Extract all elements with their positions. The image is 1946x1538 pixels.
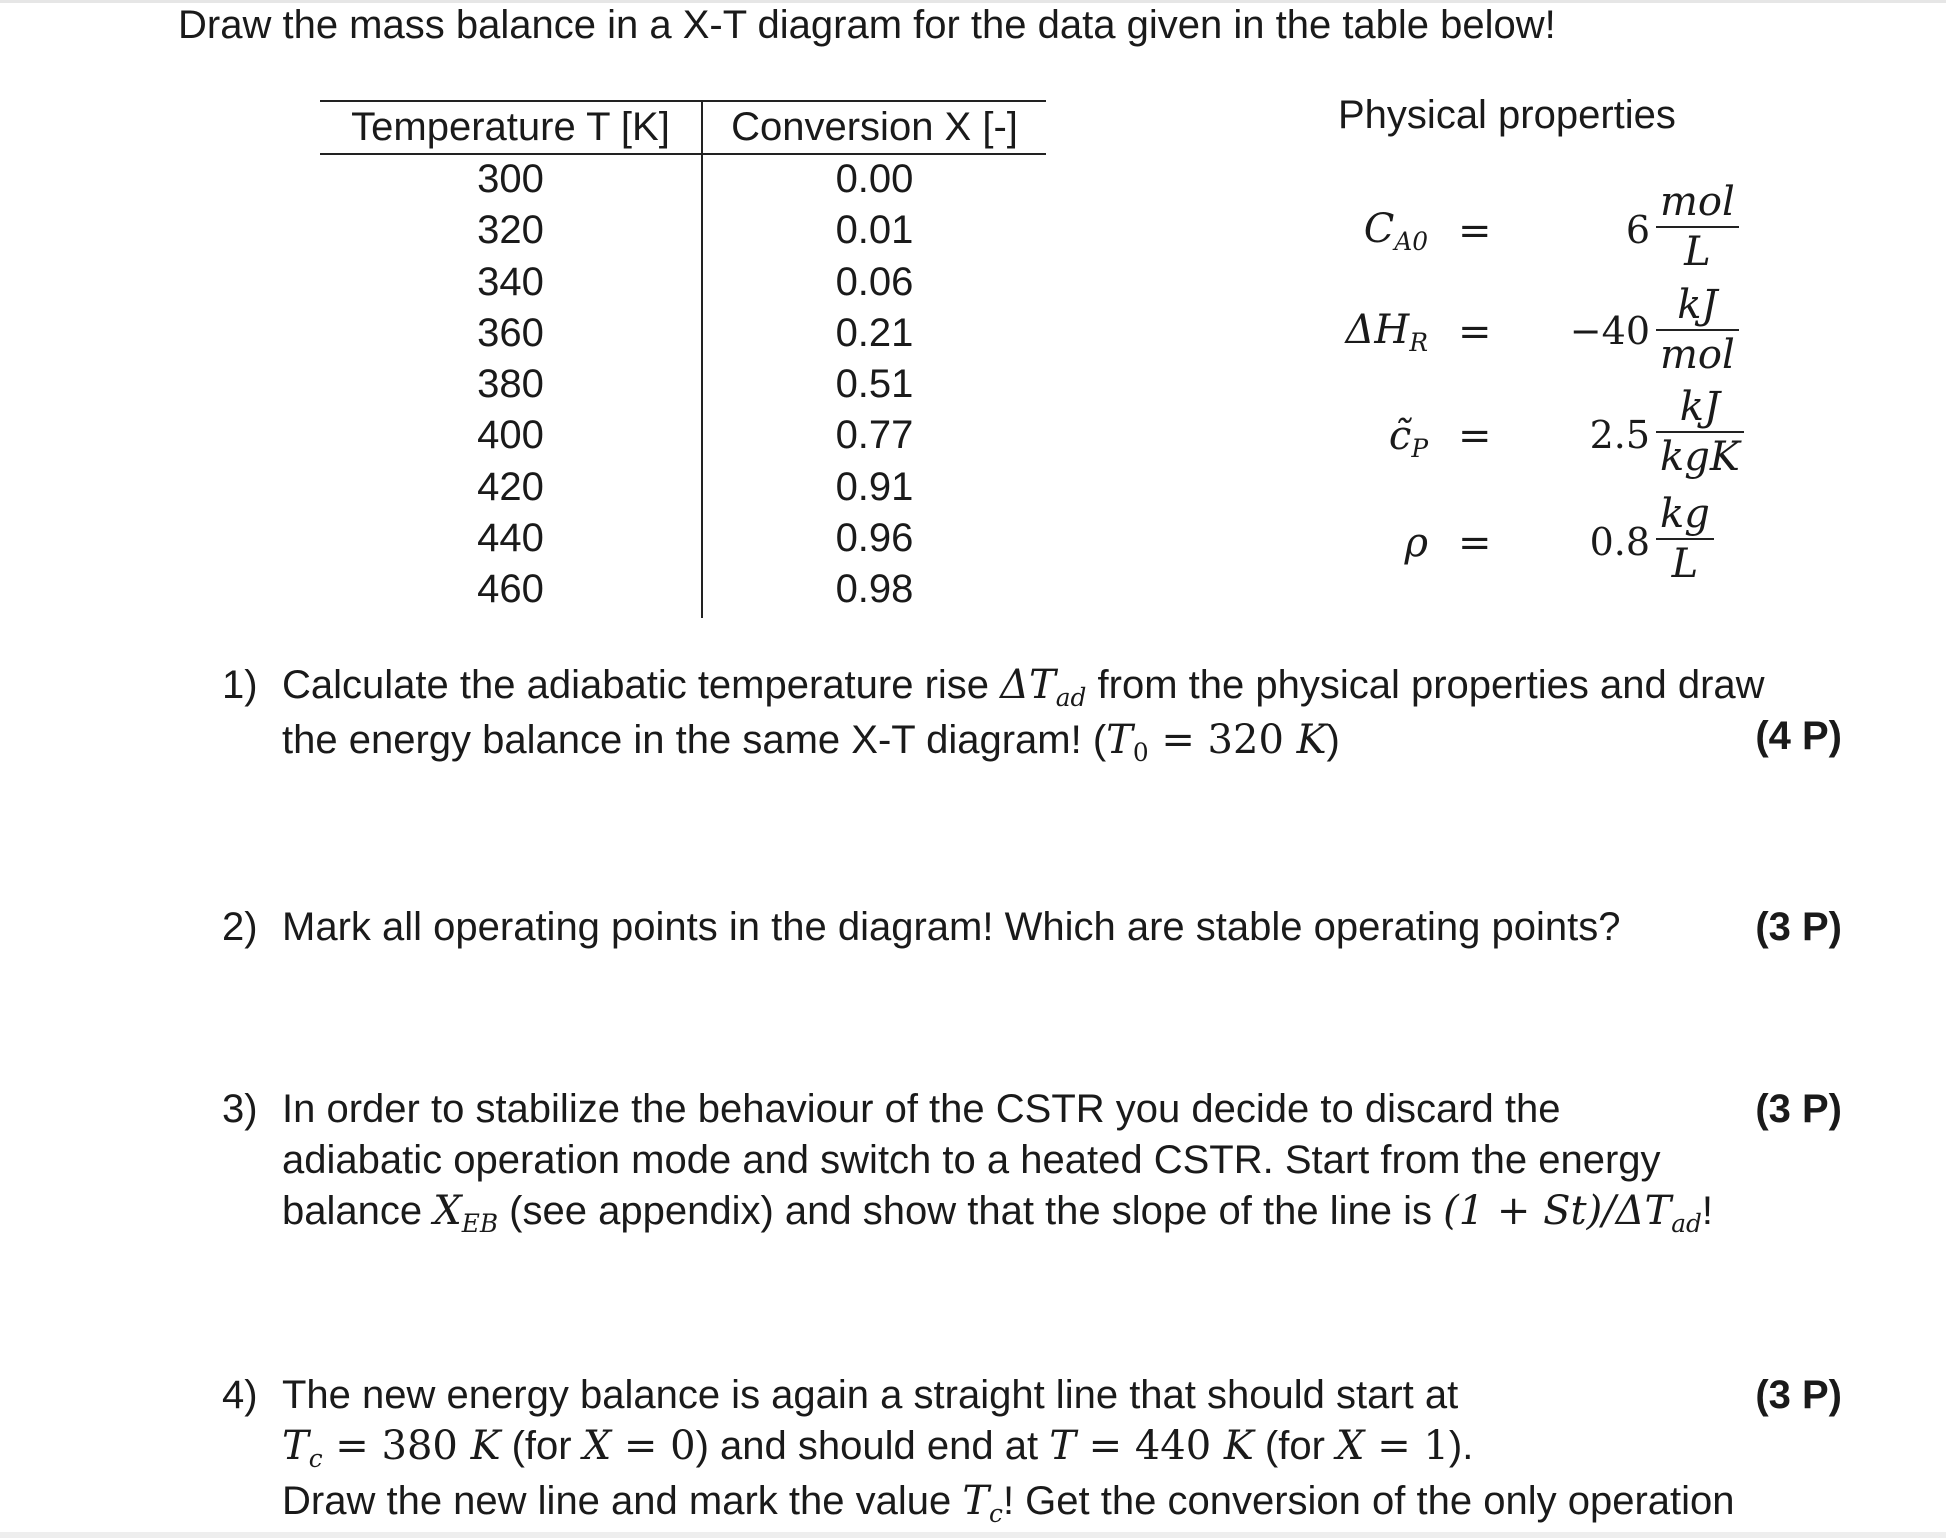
question-1	[222, 660, 1842, 770]
question-points: (3 P)	[1755, 1087, 1842, 1131]
property-value: −40	[1569, 309, 1650, 353]
bottom-border	[0, 1532, 1946, 1538]
question-text: Calculate the adiabatic temperature rise ΔTad from the physical properties and draw	[282, 662, 1765, 712]
property-cp	[1300, 385, 1750, 485]
property-ca0	[1300, 180, 1750, 280]
conversion-cell: 0.21	[835, 310, 914, 355]
conversion-cell: 0.01	[835, 208, 914, 253]
temperature-cell: 360	[477, 310, 544, 355]
property-symbol: c̃P	[1388, 413, 1428, 463]
temperature-cell: 460	[477, 567, 544, 612]
question-points: (4 P)	[1755, 714, 1842, 758]
temperature-cell: 320	[477, 208, 544, 253]
page-heading: Draw the mass balance in a X-T diagram for the data given in the table below!	[178, 3, 1556, 47]
question-text: In order to stabilize the behaviour of the CSTR you decide to discard the	[282, 1087, 1561, 1131]
temperature-cell: 300	[477, 157, 544, 201]
property-value: 0.8	[1589, 520, 1650, 564]
temperature-cell: 440	[477, 516, 544, 561]
table-row	[320, 410, 1046, 461]
conversion-cell: 0.91	[835, 464, 914, 509]
property-rho	[1300, 492, 1750, 592]
question-text: Draw the new line and mark the value Tc! Get the conversion of the only operation	[282, 1478, 1735, 1528]
property-unit: mol L	[1656, 180, 1739, 274]
conversion-cell: 0.98	[835, 567, 914, 612]
question-text: Mark all operating points in the diagram! Which are stable operating points?	[282, 905, 1621, 949]
question-number: 1)	[222, 663, 258, 707]
question-number: 2)	[222, 905, 258, 949]
property-symbol: ρ	[1404, 520, 1428, 566]
table-row	[320, 154, 1046, 205]
conversion-cell: 0.96	[835, 516, 914, 561]
temperature-cell: 380	[477, 362, 544, 407]
property-delta-hr	[1300, 283, 1750, 383]
property-value: 2.5	[1589, 413, 1650, 457]
temperature-cell: 340	[477, 259, 544, 304]
table-row	[320, 359, 1046, 410]
question-text: adiabatic operation mode and switch to a heated CSTR. Start from the energy	[282, 1138, 1661, 1182]
temperature-cell: 400	[477, 413, 544, 458]
conversion-cell: 0.77	[835, 413, 914, 458]
question-points: (3 P)	[1755, 905, 1842, 949]
equals-sign: =	[1458, 208, 1492, 254]
question-points: (3 P)	[1755, 1373, 1842, 1417]
physical-properties-title: Physical properties	[1338, 93, 1676, 137]
property-symbol: CA0	[1363, 206, 1428, 256]
conversion-cell: 0.00	[835, 157, 914, 201]
table-header-conversion: Conversion X [-]	[731, 105, 1018, 149]
equals-sign: =	[1458, 520, 1492, 566]
table-header-temperature: Temperature T [K]	[351, 105, 670, 149]
question-text: the energy balance in the same X-T diagram! (T0 = 320 K)	[282, 717, 1340, 767]
question-3	[222, 1084, 1842, 1241]
table-row	[320, 564, 1046, 615]
question-number: 3)	[222, 1087, 258, 1131]
property-value: 6	[1625, 208, 1650, 252]
conversion-cell: 0.06	[835, 259, 914, 304]
table-body	[320, 154, 1046, 616]
table-row	[320, 308, 1046, 359]
equals-sign: =	[1458, 309, 1492, 355]
conversion-cell: 0.51	[835, 362, 914, 407]
question-text: The new energy balance is again a straight line that should start at	[282, 1373, 1459, 1417]
property-unit: kJ kgK	[1656, 385, 1744, 479]
question-number: 4)	[222, 1373, 258, 1417]
property-unit: kJ mol	[1656, 283, 1739, 377]
property-unit: kg L	[1656, 492, 1714, 586]
temperature-cell: 420	[477, 464, 544, 509]
table-row	[320, 205, 1046, 256]
property-symbol: ΔHR	[1345, 307, 1428, 357]
table-row	[320, 462, 1046, 513]
question-text: balance XEB (see appendix) and show that the slope of the line is (1 + St)/ΔTad!	[282, 1188, 1714, 1238]
question-4	[222, 1370, 1842, 1531]
equals-sign: =	[1458, 413, 1492, 459]
question-2	[222, 902, 1842, 953]
table-row	[320, 513, 1046, 564]
table-row	[320, 257, 1046, 308]
question-text: Tc = 380 K (for X = 0) and should end at T = 440 K (for X = 1).	[282, 1423, 1474, 1473]
